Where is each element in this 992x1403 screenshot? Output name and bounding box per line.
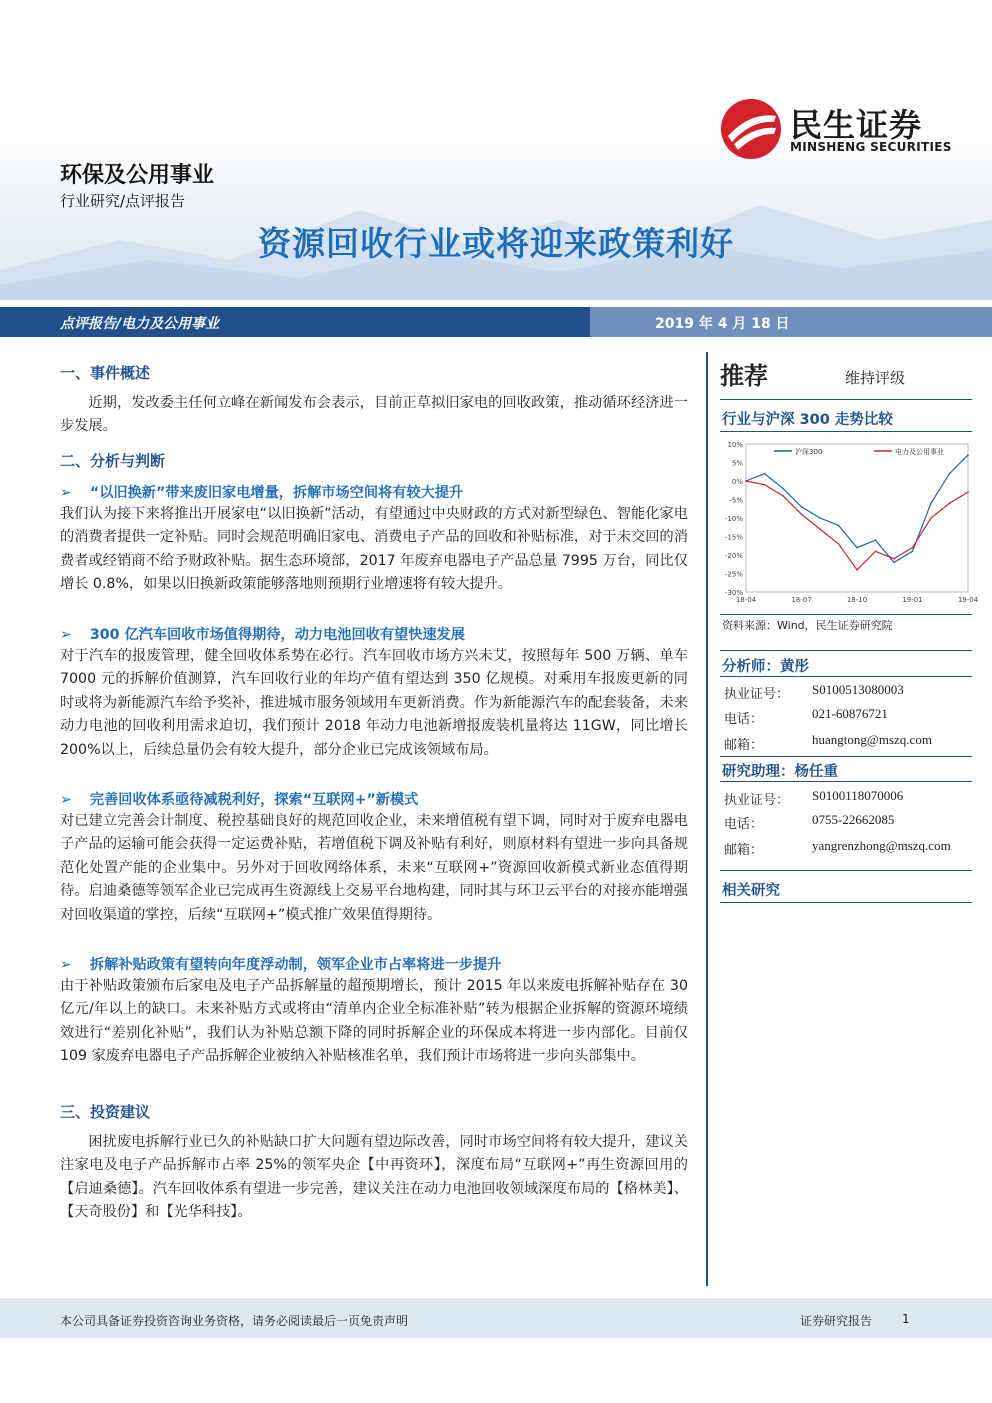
bullet-4 xyxy=(60,954,501,974)
brand-name-cn: 民生证券 xyxy=(790,106,923,144)
chart-point xyxy=(745,480,747,482)
chart-x-tick-label: 18-04 xyxy=(735,596,757,604)
chart-point xyxy=(856,569,858,571)
chart-point xyxy=(764,473,766,475)
chart-y-tick-label: -15% xyxy=(724,533,743,542)
chart-legend-label: 沪深300 xyxy=(795,448,823,456)
chart-point xyxy=(967,491,969,493)
column-divider xyxy=(706,352,708,1286)
chart-legend-label: 电力及公用事业 xyxy=(895,448,944,456)
chart-point xyxy=(912,551,914,553)
chart-point xyxy=(875,551,877,553)
chart-point xyxy=(764,484,766,486)
chart-point xyxy=(782,488,784,490)
chart-point xyxy=(893,562,895,564)
analyst-license-label: 执业证号： xyxy=(724,687,790,702)
footer-label: 证券研究报告 xyxy=(800,1314,873,1328)
sidebar-rule xyxy=(720,781,972,782)
bullet-1-paragraph: 我们认为接下来将推出开展家电“以旧换新”活动，有望通过中央财政的方式对新型绿色、智能化家电的消费者提供一定补贴。同时会规范明确旧家电、消费电子产品的回收和补贴标准，对于未交回的消费者或经销商不给予财政补贴。据生态环境部，2017 年废弃电器电子产品总量 7995 万台，同比仅增长 0.8%，如果以旧换新政策能够落地则预期行业增速将有较大提升。 xyxy=(60,506,688,593)
bullet-4-paragraph: 由于补贴政策颁布后家电及电子产品拆解量的超预期增长，预计 2015 年以来废电拆解补贴存在 30 亿元/年以上的缺口。未来补贴方式或将由“清单内企业全标准补贴”转为根据企业拆解的资源环境绩效进行“差别化补贴”，我们认为补贴总额下降的同时拆解企业的环保成本将进一步内部化。目前仅 109 家废弃电器电子产品拆解企业被纳入补贴核准名单，我们预计市场将进一步向头部集中。 xyxy=(60,978,688,1065)
section-3-title: 三、投资建议 xyxy=(60,1103,151,1121)
chart-point xyxy=(930,517,932,519)
chart-y-tick-label: -20% xyxy=(724,552,743,560)
section-3-paragraph: 困扰废电拆解行业已久的补贴缺口扩大问题有望边际改善，同时市场空间将有较大提升，建议关注家电及电子产品拆解市占率 25%的领军央企【中再资环】，深度布局“互联网+”再生资源回用的【启迪桑德】。汽车回收体系有望进一步完善，建议关注在动力电池回收领域深度布局的【格林美】、【天奇股份】和【光华科技】。 xyxy=(60,1134,688,1221)
bullet-3-text: 完善回收体系亟待减税利好，探索“互联网+”新模式 xyxy=(89,792,419,808)
chart-point xyxy=(930,502,932,504)
chart-series-line-1 xyxy=(746,481,968,570)
report-category: 点评报告/电力及公用事业 xyxy=(60,316,220,332)
chart-y-tick-label: -30% xyxy=(724,589,743,597)
chart-point xyxy=(801,506,803,508)
chart-x-tick-label: 19-01 xyxy=(902,596,923,604)
sidebar-rule xyxy=(720,650,972,651)
chart-y-tick-label: -25% xyxy=(724,570,743,579)
sidebar-rule xyxy=(720,676,972,677)
related-research-title: 相关研究 xyxy=(722,883,780,899)
bullet-2-text: 300 亿汽车回收市场值得期待，动力电池回收有望快速发展 xyxy=(89,627,465,643)
chart-series-line-0 xyxy=(746,455,968,562)
bullet-3-paragraph: 对已建立完善会计制度、税控基础良好的规范回收企业，未来增值税有望下调，同时对于废弃电器电子产品的运输可能会获得一定运费补贴，若增值税下调及补贴有利好，则原材料有望进一步向具备规范化处置产能的企业集中。另外对于回收网络体系，未来“互联网+”资源回收新模式新业态值得期待。启迪桑德等领军企业已完成再生资源线上交易平台地构建，同时其与环卫云平台的对接亦能增强对回收渠道的掌控，后续“互联网+”模式推广效果值得期待。 xyxy=(60,813,688,923)
chart-title: 行业与沪深 300 走势比较 xyxy=(722,412,893,428)
bullet-2 xyxy=(60,624,465,644)
report-date: 2019 年 4 月 18 日 xyxy=(655,316,790,332)
analyst-phone-value: 021-60876721 xyxy=(812,706,888,721)
chart-point xyxy=(967,454,969,456)
assistant-email-label: 邮箱： xyxy=(724,843,764,858)
analyst-phone-label: 电话： xyxy=(724,712,764,727)
bullet-arrow-icon: ➢ xyxy=(60,957,72,973)
page-number: 1 xyxy=(902,1312,910,1326)
chart-point xyxy=(949,473,951,475)
sidebar-rule xyxy=(720,431,972,432)
chart-y-tick-label: 10% xyxy=(727,441,743,449)
analyst-title: 分析师：黄彤 xyxy=(722,659,809,675)
assistant-license-label: 执业证号： xyxy=(724,793,790,808)
footer-disclaimer: 本公司具备证券投资咨询业务资格，请务必阅读最后一页免责声明 xyxy=(60,1314,409,1328)
chart-point xyxy=(875,539,877,541)
chart-x-tick-label: 18-07 xyxy=(791,596,812,604)
analyst-email-value[interactable]: huangtong@mszq.com xyxy=(812,732,932,747)
assistant-phone-value: 0755-22662085 xyxy=(812,812,895,827)
bullet-arrow-icon: ➢ xyxy=(60,627,72,643)
bullet-4-text: 拆解补贴政策有望转向年度浮动制，领军企业市占率将进一步提升 xyxy=(89,957,502,973)
report-type: 行业研究/点评报告 xyxy=(60,192,186,210)
minsheng-logo-icon xyxy=(720,98,782,160)
section-1-title: 一、事件概述 xyxy=(60,364,151,382)
chart-point xyxy=(912,547,914,549)
brand-name-en: MINSHENG SECURITIES xyxy=(790,140,952,154)
chart-point xyxy=(819,528,821,530)
chart-y-tick-label: 5% xyxy=(731,459,743,468)
bullet-2-paragraph: 对于汽车的报废管理，健全回收体系势在必行。汽车回收市场方兴未艾，按照每年 500 万辆、单车 7000 元的拆解价值测算，汽车回收行业的年均产值有望达到 350 亿规模。对乘用车报废更新的同时或将为新能源汽车给予奖补，推进城市服务领域用车更新消费。作为新能源汽车的配套装备，未来动力电池的回收利用需求迫切，我们预计 2018 年动力电池新增报废装机量将达 11GW，同比增长 200%以上，后续总量仍会有较大提升，部分企业已完成该领域布局。 xyxy=(60,648,688,758)
chart-y-tick-label: -10% xyxy=(724,515,743,523)
info-bar-right xyxy=(590,307,992,337)
chart-point xyxy=(819,517,821,519)
section-1-paragraph: 近期，发改委主任何立峰在新闻发布会表示，目前正草拟旧家电的回收政策，推动循环经济进一步发展。 xyxy=(60,395,688,435)
sidebar-rule xyxy=(720,756,972,757)
chart-x-tick-label: 18-10 xyxy=(846,596,868,604)
rating: 推荐 xyxy=(720,362,768,390)
chart-point xyxy=(949,502,951,504)
chart-source: 资料来源：Wind，民生证券研究院 xyxy=(722,619,893,632)
chart-x-tick-label: 19-04 xyxy=(957,596,979,604)
report-title: 资源回收行业或将迎来政策利好 xyxy=(258,224,734,263)
chart-point xyxy=(838,543,840,545)
bullet-arrow-icon: ➢ xyxy=(60,485,72,501)
assistant-title: 研究助理：杨任重 xyxy=(722,764,838,780)
analyst-email-label: 邮箱： xyxy=(724,738,764,753)
chart-y-tick-label: 0% xyxy=(731,478,743,486)
rating-note: 维持评级 xyxy=(845,369,906,387)
sector-heading: 环保及公用事业 xyxy=(60,163,215,188)
chart-point xyxy=(893,558,895,560)
chart-point xyxy=(838,525,840,527)
analyst-license-value: S0100513080003 xyxy=(812,682,904,697)
sidebar-rule xyxy=(720,399,972,400)
bullet-1-text: “以旧换新”带来废旧家电增量，拆解市场空间将有较大提升 xyxy=(89,485,464,501)
chart-point xyxy=(801,514,803,516)
assistant-email-value[interactable]: yangrenzhong@mszq.com xyxy=(812,838,951,853)
sidebar-rule xyxy=(720,614,972,615)
bullet-1 xyxy=(60,482,463,502)
chart-point xyxy=(782,495,784,497)
chart-y-tick-label: -5% xyxy=(729,496,743,505)
bullet-3 xyxy=(60,789,418,809)
bullet-arrow-icon: ➢ xyxy=(60,792,72,808)
section-2-title: 二、分析与判断 xyxy=(60,452,166,470)
sidebar-rule xyxy=(720,870,972,871)
trend-chart xyxy=(716,436,979,612)
assistant-phone-label: 电话： xyxy=(724,817,764,832)
sidebar-rule xyxy=(720,902,972,903)
chart-point xyxy=(856,547,858,549)
assistant-license-value: S0100118070006 xyxy=(812,788,904,803)
